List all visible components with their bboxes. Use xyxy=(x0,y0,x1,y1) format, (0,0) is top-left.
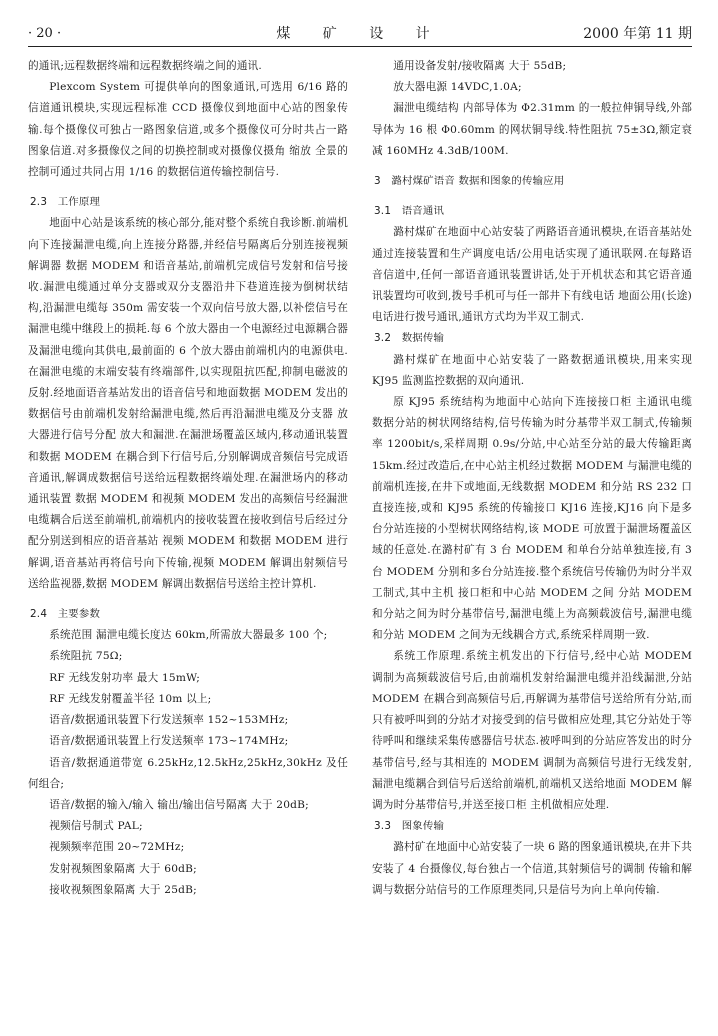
running-header xyxy=(28,22,692,47)
param-item: 系统范围 漏泄电缆长度达 60km,所需放大器最多 100 个; xyxy=(49,629,328,642)
issue-label: 2000 年第 11 期 xyxy=(583,26,692,42)
section-heading-3-2: 3.2 数据传输 xyxy=(374,332,445,345)
param-item: RF 无线发射功率 最大 15mW; xyxy=(49,671,201,684)
section-heading-3-1: 3.1 语音通讯 xyxy=(374,205,445,218)
param-item: RF 无线发射覆盖半径 10m 以上; xyxy=(49,692,212,705)
paragraph: 潞村煤矿在地面中心站安装了两路语音通讯模块,在语音基站处通过连接装置和生产调度电话/公用电话实现了通讯联网.在每路语音信道中,任何一部语音通讯装置讲话,处于开机状态和其它语音通讯装置均可收到,拨号手机可与任一部井下有线电话 地面公用(长途)电话进行拨号通讯,通讯方式均为半双工制式. xyxy=(372,226,692,324)
param-item: 语音/数据通道带宽 6.25kHz,12.5kHz,25kHz,30kHz 及任何组合; xyxy=(28,756,348,790)
section-heading-3: 3 潞村煤矿语音 数据和图象的传输应用 xyxy=(374,175,565,188)
param-item: 通用设备发射/接收隔离 大于 55dB; xyxy=(393,60,567,72)
section-heading-3-3: 3.3 图象传输 xyxy=(374,820,445,833)
param-item: 接收视频图象隔离 大于 25dB; xyxy=(49,883,197,896)
paragraph: 潞村矿在地面中心站安装了一块 6 路的图象通讯模块,在井下共安装了 4 台摄像仪,每台独占一个信道,其射频信号的调制 传输和解调与数据分站信号的工作原理类同,只是信号为向上单向传输. xyxy=(372,841,692,896)
paragraph: 的通讯;远程数据终端和远程数据终端之间的通讯. xyxy=(28,60,263,72)
param-item: 视频信号制式 PAL; xyxy=(49,820,143,833)
right-column xyxy=(372,56,692,901)
journal-title: 煤 矿 设 计 xyxy=(276,26,444,42)
paragraph: 潞村煤矿在地面中心站安装了一路数据通讯模块,用来实现 KJ95 监测监控数据的双向通讯. xyxy=(372,353,692,387)
param-item: 语音/数据的输入/输入 输出/输出信号隔离 大于 20dB; xyxy=(49,798,309,811)
param-item: 发射视频图象隔离 大于 60dB; xyxy=(49,862,197,875)
param-item: 语音/数据通讯装置上行发送频率 173~174MHz; xyxy=(49,735,289,748)
left-column xyxy=(28,56,348,901)
param-item: 视频频率范围 20~72MHz; xyxy=(49,841,185,854)
page-number: · 20 · xyxy=(28,26,62,41)
section-heading-2-4: 2.4 主要参数 xyxy=(30,608,101,621)
param-item: 放大器电源 14VDC,1.0A; xyxy=(393,81,522,94)
section-heading-2-3: 2.3 工作原理 xyxy=(30,196,101,209)
param-item: 系统阻抗 75Ω; xyxy=(49,650,123,663)
paragraph: Plexcom System 可提供单向的图象通讯,可选用 6/16 路的信道通讯模块,实现远程标准 CCD 摄像仪到地面中心站的图象传输.每个摄像仪可独占一路图象信道,或多个摄像仪可分时共占一路图象信道.对多摄像仪之间的切换控制或对摄像仪摄角 缩放 全景的控制可通过共同占用 1/16 的数据信道传输控制信号. xyxy=(28,81,348,179)
paragraph: 原 KJ95 系统结构为地面中心站向下连接接口柜 主通讯电缆 数据分站的树状网络结构,信号传输为时分基带半双工制式,传输频率 1200bit/s,采样周期 0.9s/分站,中心站至分站的最大传输距离 15km.经过改造后,在中心站主机经过数据 MODEM 与漏泄电缆的前端机连接,在井下或地面,无线数据 MODEM 和分站 RS 232 口直接连接,或和 KJ95 系统的传输接口 KJ16 连接,KJ16 向下是多台分站连接的小型树状网络结构,该 MODE 可放置于漏泄场覆盖区域的任意处.在潞村矿有 3 台 MODEM 和单台分站单独连接,有 3 台 MODEM 分别和多台分站连接.整个系统信号传输仍为时分半双工制式,其中主机 接口柜和中心站 MODEM 之间 分站 MODEM 和分站之间为时分基带信号,漏泄电缆上为高频载波信号,漏泄电缆和分站 MODEM 之间为无线耦合方式,系统采样周期一致. xyxy=(372,396,692,642)
paragraph: 地面中心站是该系统的核心部分,能对整个系统自我诊断.前端机向下连接漏泄电缆,向上连接分路器,并经信号隔离后分别连接视频解调器 数据 MODEM 和语音基站,前端机完成信号发射和信号接收.漏泄电缆通过单分支器或双分支器沿井下巷道连接为倒树状结构,沿漏泄电缆每 350m 需安装一个双向信号放大器,以补偿信号在漏泄电缆中继段上的损耗.每 6 个放大器由一个电源经过电源耦合器及漏泄电缆向其供电,最前面的 6 个放大器由前端机内的电源供电.在漏泄电缆的末端安装有终端部件,以实现阻抗匹配,抑制电磁波的反射.经地面语音基站发出的语音信号和地面数据 MODEM 发出的数据信号由前端机发射给漏泄电缆,然后再沿漏泄电缆及分支器 放大器进行信号分配 放大和漏泄.在漏泄场覆盖区域内,移动通讯装置和数据 MODEM 在耦合到下行信号后,分别解调成音频信号完成语音通讯,解调成数据信号送给远程数据终端处理.在漏泄场内的移动通讯装置 数据 MODEM 和视频 MODEM 发出的高频信号经漏泄电缆耦合后送至前端机,前端机内的接收装置在接收到信号后经过分配分别送到相应的语音基站 视频 MODEM 和数据 MODEM 进行解调,语音基站再将信号向下传输,视频 MODEM 解调出射频信号送给监视器,数据 MODEM 解调出数据信号送给主控计算机. xyxy=(28,217,348,590)
param-item: 语音/数据通讯装置下行发送频率 152~153MHz; xyxy=(49,714,289,727)
paragraph: 系统工作原理.系统主机发出的下行信号,经中心站 MODEM 调制为高频载波信号后,由前端机发射给漏泄电缆并沿线漏泄,分站 MODEM 在耦合到高频信号后,再解调为基带信号送给所有分站,而只有被呼叫到的分站才对接受到的信号做相应处理,其它分站处于等待呼叫和继续采集传感器信号状态.被呼叫到的分站应答发出的时分基带信号,经与其相连的 MODEM 调制为高频信号进行无线发射,漏泄电缆耦合到信号后送给前端机,前端机又送给地面 MODEM 解调为时分基带信号,并送至接口柜 主机做相应处理. xyxy=(372,650,692,811)
param-item: 漏泄电缆结构 内部导体为 Φ2.31mm 的一般拉伸铜导线,外部导体为 16 根 Φ0.60mm 的网状铜导线.特性阻抗 75±3Ω,额定衰减 160MHz 4.3dB/100M. xyxy=(372,102,692,157)
